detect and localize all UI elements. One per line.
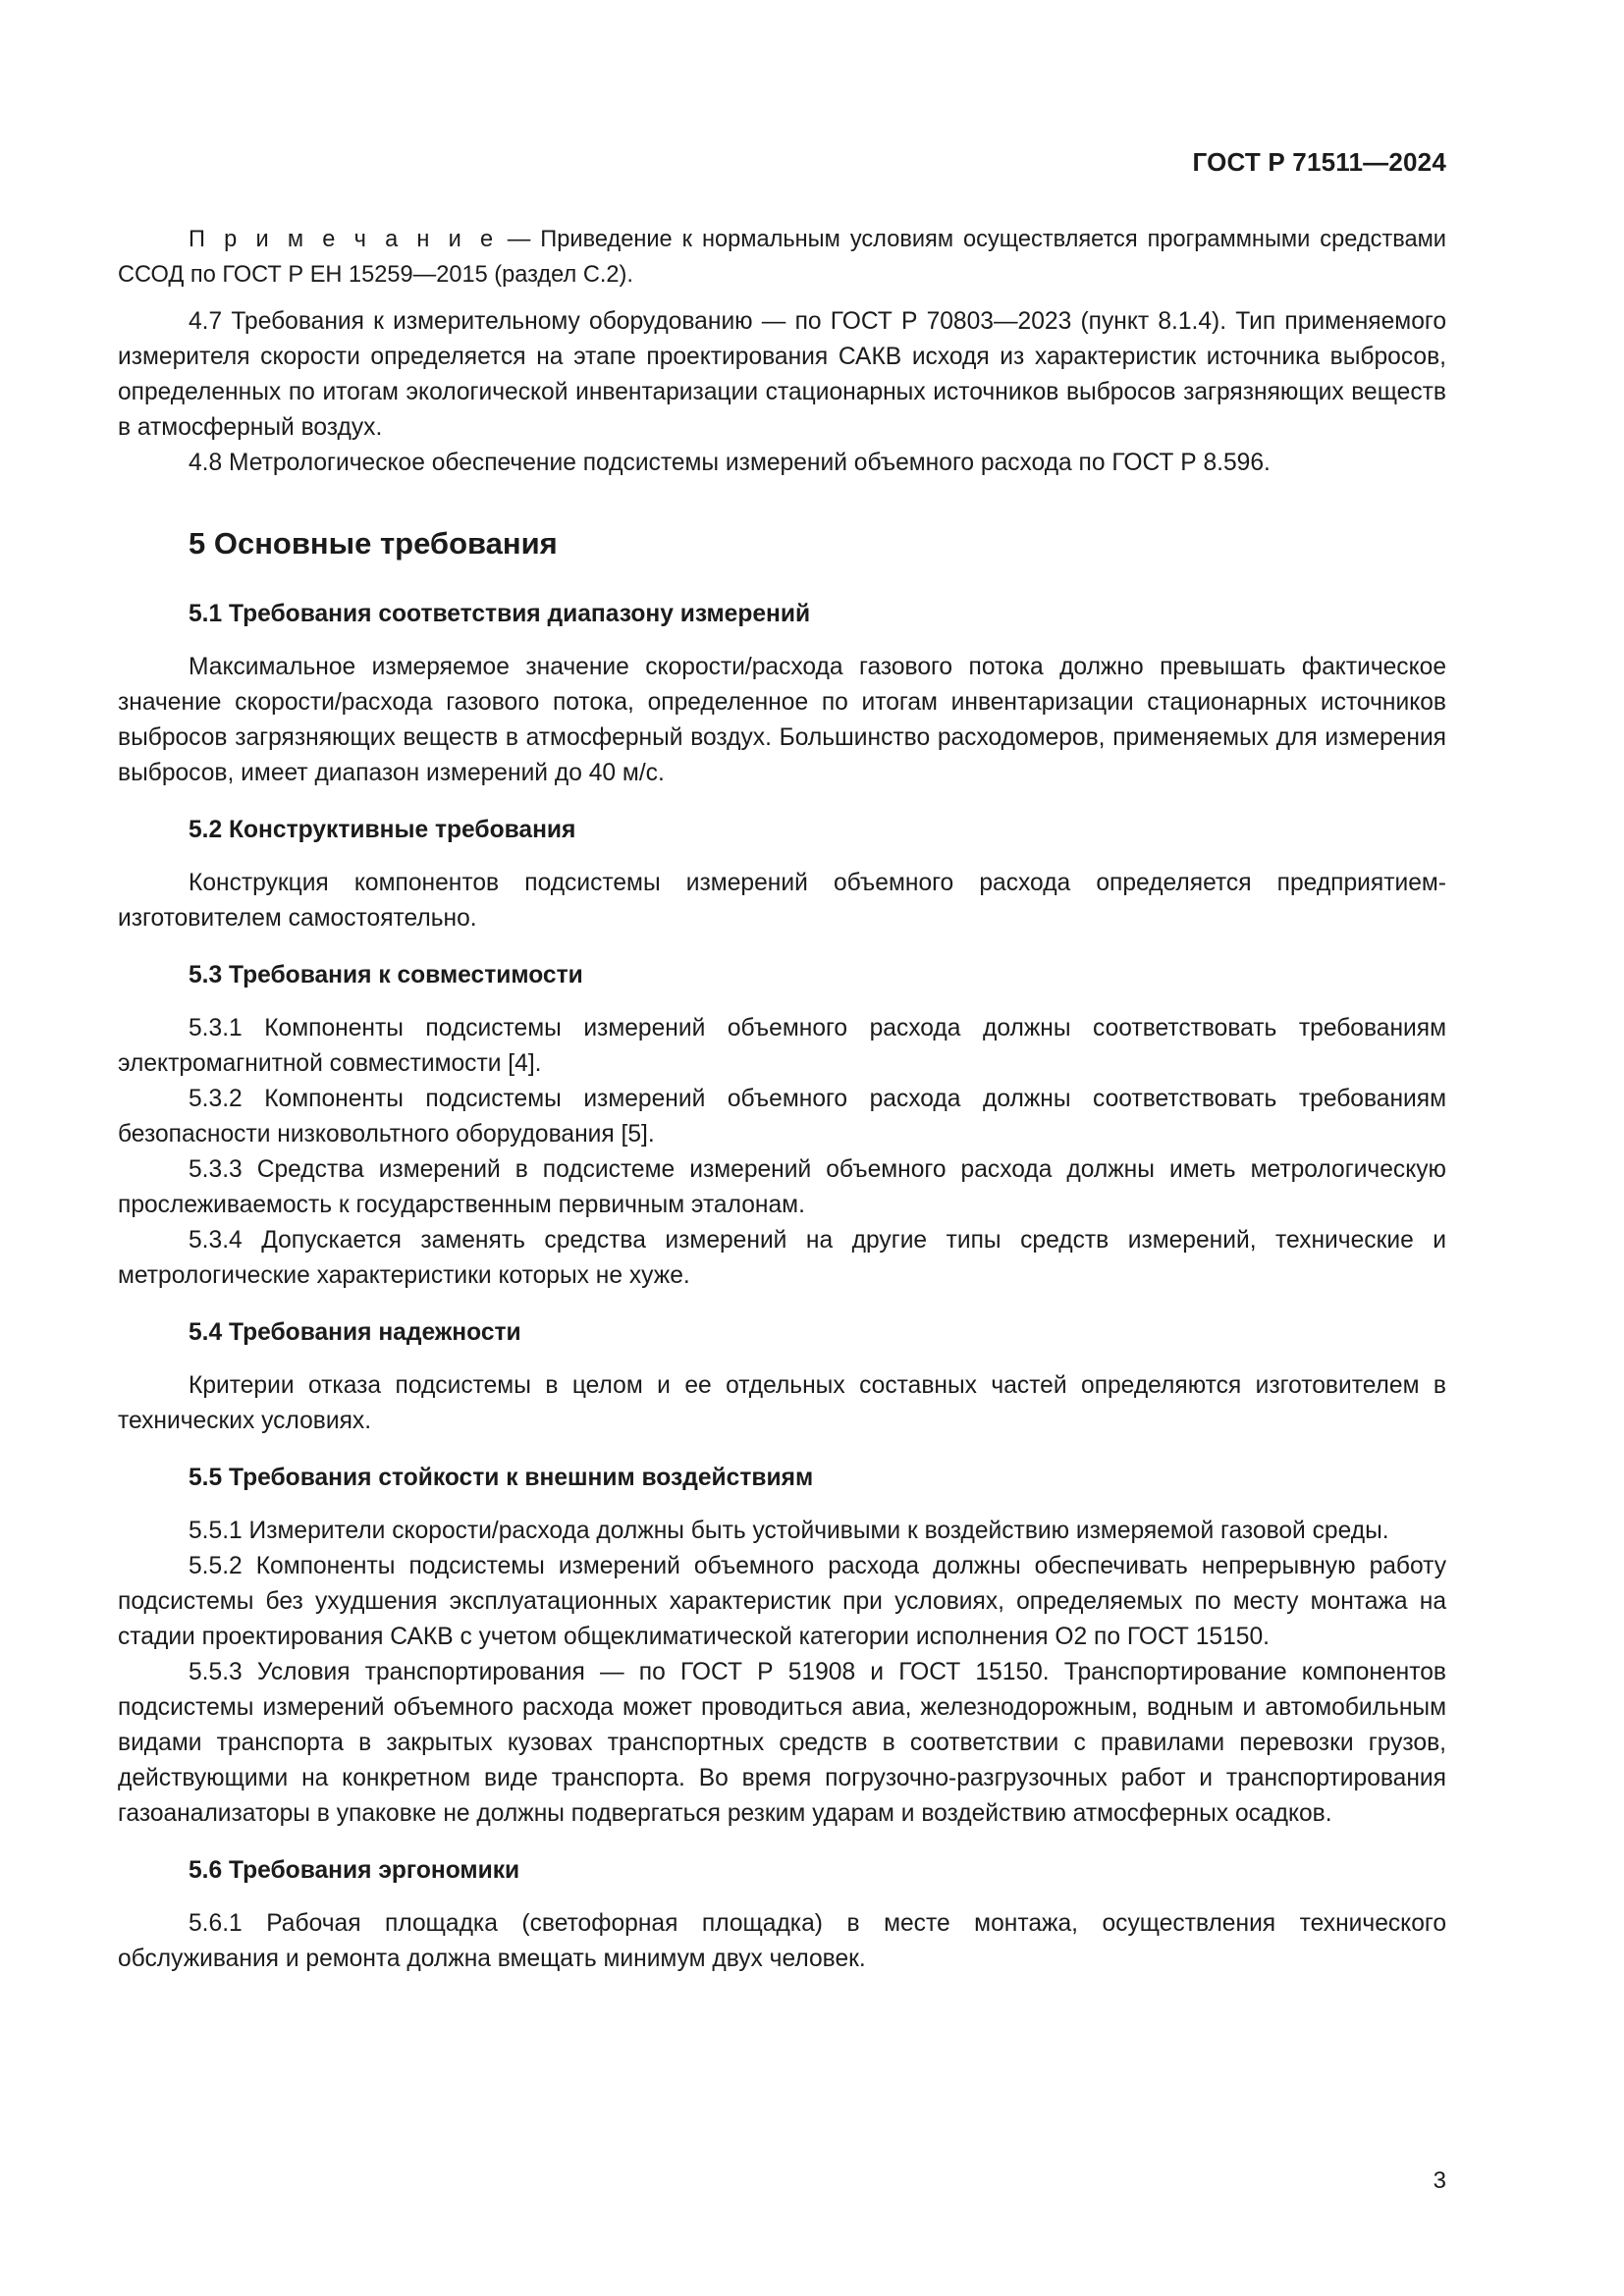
subsection-5-5-title: 5.5 Требования стойкости к внешним воздействиям (189, 1465, 814, 1491)
paragraph-5-3-2: 5.3.2 Компоненты подсистемы измерений объемного расхода должны соответствовать требованиям безопасности низковольтного оборудования [5]. (118, 1086, 1446, 1148)
paragraph-5-3-1: 5.3.1 Компоненты подсистемы измерений объемного расхода должны соответствовать требованиям электромагнитной совместимости [4]. (118, 1015, 1446, 1077)
paragraph-5-5-1: 5.5.1 Измерители скорости/расхода должны быть устойчивыми к воздействию измеряемой газовой среды. (189, 1518, 1389, 1544)
document-code: ГОСТ Р 71511—2024 (1192, 147, 1446, 177)
paragraph-5-4: Критерии отказа подсистемы в целом и ее отдельных составных частей определяются изготовителем в технических условиях. (118, 1372, 1446, 1434)
subsection-5-3-title: 5.3 Требования к совместимости (189, 962, 583, 988)
subsection-5-6-title: 5.6 Требования эргономики (189, 1857, 520, 1884)
section-5-title: 5 Основные требования (189, 526, 558, 561)
paragraph-5-5-3: 5.5.3 Условия транспортирования — по ГОСТ Р 51908 и ГОСТ 15150. Транспортирование компонентов подсистемы измерений объемного расхода может проводиться авиа, железнодорожным, водным и автомобильным видами транспорта в закрытых кузовах транспортных средств в соответствии с правилами перевозки грузов, действующими на конкретном виде транспорта. Во время погрузочно-разгрузочных работ и транспортирования газоанализаторы в упаковке не должны подвергаться резким ударам и воздействию атмосферных осадков. (118, 1659, 1446, 1827)
paragraph-5-1: Максимальное измеряемое значение скорости/расхода газового потока должно превышать фактическое значение скорости/расхода газового потока, определенное по итогам инвентаризации стационарных источников выбросов загрязняющих веществ в атмосферный воздух. Большинство расходомеров, применяемых для измерения выбросов, имеет диапазон измерений до 40 м/с. (118, 654, 1446, 786)
paragraph-5-5-2: 5.5.2 Компоненты подсистемы измерений объемного расхода должны обеспечивать непрерывную работу подсистемы без ухудшения эксплуатационных характеристик при условиях, определяемых по месту монтажа на стадии проектирования САКВ с учетом общеклиматической категории исполнения О2 по ГОСТ 15150. (118, 1553, 1446, 1650)
note-paragraph (118, 222, 1446, 293)
paragraph-4-8: 4.8 Метрологическое обеспечение подсистемы измерений объемного расхода по ГОСТ Р 8.596. (189, 450, 1271, 476)
note-text: — Приведение к нормальным условиям осуществляется программными средствами ССОД по ГОСТ Р ЕН 15259—2015 (раздел С.2). (118, 227, 1446, 288)
paragraph-5-3-4: 5.3.4 Допускается заменять средства измерений на другие типы средств измерений, технические и метрологические характеристики которых не хуже. (118, 1227, 1446, 1289)
subsection-5-2-title: 5.2 Конструктивные требования (189, 817, 576, 843)
paragraph-5-6-1: 5.6.1 Рабочая площадка (светофорная площадка) в месте монтажа, осуществления технического обслуживания и ремонта должна вмещать минимум двух человек. (118, 1910, 1446, 1972)
subsection-5-1-title: 5.1 Требования соответствия диапазону измерений (189, 601, 811, 627)
page-content (118, 222, 1446, 1977)
paragraph-5-3-3: 5.3.3 Средства измерений в подсистеме измерений объемного расхода должны иметь метрологическую прослеживаемость к государственным первичным эталонам. (118, 1156, 1446, 1218)
page-number: 3 (1433, 2167, 1446, 2194)
subsection-5-4-title: 5.4 Требования надежности (189, 1319, 521, 1346)
paragraph-4-7: 4.7 Требования к измерительному оборудованию — по ГОСТ Р 70803—2023 (пункт 8.1.4). Тип применяемого измерителя скорости определяется на этапе проектирования САКВ исходя из характеристик источника выбросов, определенных по итогам экологической инвентаризации стационарных источников выбросов загрязняющих веществ в атмосферный воздух. (118, 308, 1446, 441)
paragraph-5-2: Конструкция компонентов подсистемы измерений объемного расхода определяется предприятием-изготовителем самостоятельно. (118, 870, 1446, 932)
note-label: П р и м е ч а н и е (189, 227, 498, 252)
